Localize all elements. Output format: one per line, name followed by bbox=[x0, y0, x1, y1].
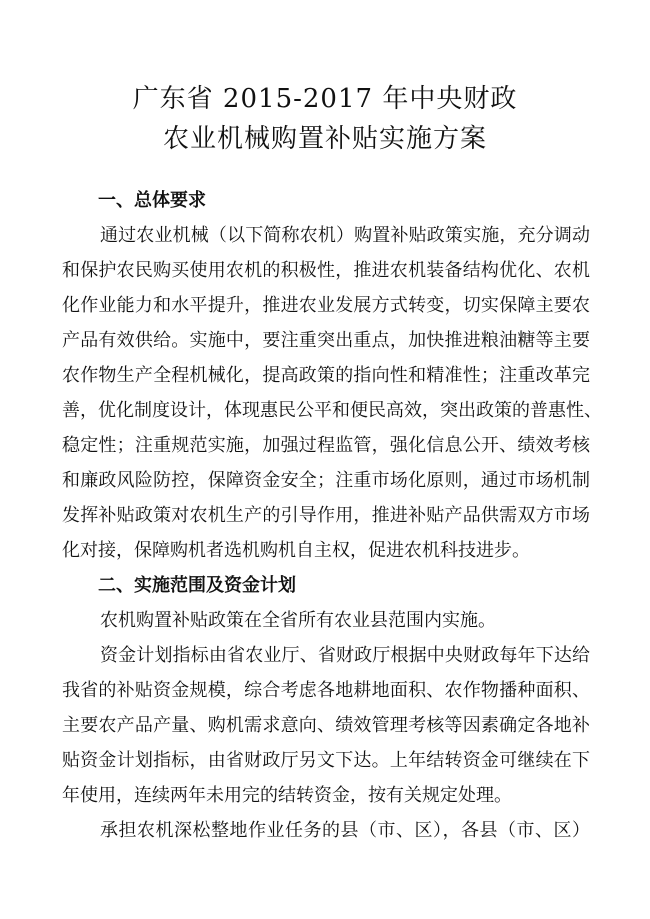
section-heading-scope-and-funding: 二、实施范围及资金计划 bbox=[98, 575, 296, 596]
paragraph-line: 化对接，保障购机者选机购机自主权，促进农机科技进步。 bbox=[62, 540, 530, 561]
document-title-line2: 农业机械购置补贴实施方案 bbox=[162, 124, 487, 154]
paragraph-line: 和保护农民购买使用农机的积极性，推进农机装备结构优化、农机 bbox=[62, 260, 590, 281]
paragraph-line: 承担农机深松整地作业任务的县（市、区），各县（市、区） bbox=[100, 820, 590, 841]
paragraph-line: 化作业能力和水平提升，推进农业发展方式转变，切实保障主要农 bbox=[62, 295, 590, 316]
paragraph-line: 贴资金计划指标，由省财政厅另文下达。上年结转资金可继续在下 bbox=[62, 750, 590, 771]
paragraph-line: 年使用，连续两年未用完的结转资金，按有关规定处理。 bbox=[62, 785, 512, 806]
paragraph-line: 善，优化制度设计，体现惠民公平和便民高效，突出政策的普惠性、 bbox=[62, 400, 602, 421]
paragraph-line: 稳定性；注重规范实施，加强过程监管，强化信息公开、绩效考核 bbox=[62, 435, 590, 456]
paragraph-line: 发挥补贴政策对农机生产的引导作用，推进补贴产品供需双方市场 bbox=[62, 505, 590, 526]
document-title-line1: 广东省 2015-2017 年中央财政 bbox=[132, 84, 518, 114]
paragraph-line: 资金计划指标由省农业厅、省财政厅根据中央财政每年下达给 bbox=[100, 645, 590, 666]
paragraph-line: 农作物生产全程机械化，提高政策的指向性和精准性；注重改革完 bbox=[62, 365, 590, 386]
paragraph-line: 产品有效供给。实施中，要注重突出重点，加快推进粮油糖等主要 bbox=[62, 330, 590, 351]
section-heading-overall-requirements: 一、总体要求 bbox=[98, 190, 206, 211]
paragraph-line: 和廉政风险防控，保障资金安全；注重市场化原则，通过市场机制 bbox=[62, 470, 590, 491]
paragraph-line: 我省的补贴资金规模，综合考虑各地耕地面积、农作物播种面积、 bbox=[62, 680, 590, 701]
paragraph-line: 通过农业机械（以下简称农机）购置补贴政策实施，充分调动 bbox=[100, 225, 590, 246]
paragraph-line: 农机购置补贴政策在全省所有农业县范围内实施。 bbox=[100, 610, 496, 631]
paragraph-line: 主要农产品产量、购机需求意向、绩效管理考核等因素确定各地补 bbox=[62, 715, 590, 736]
